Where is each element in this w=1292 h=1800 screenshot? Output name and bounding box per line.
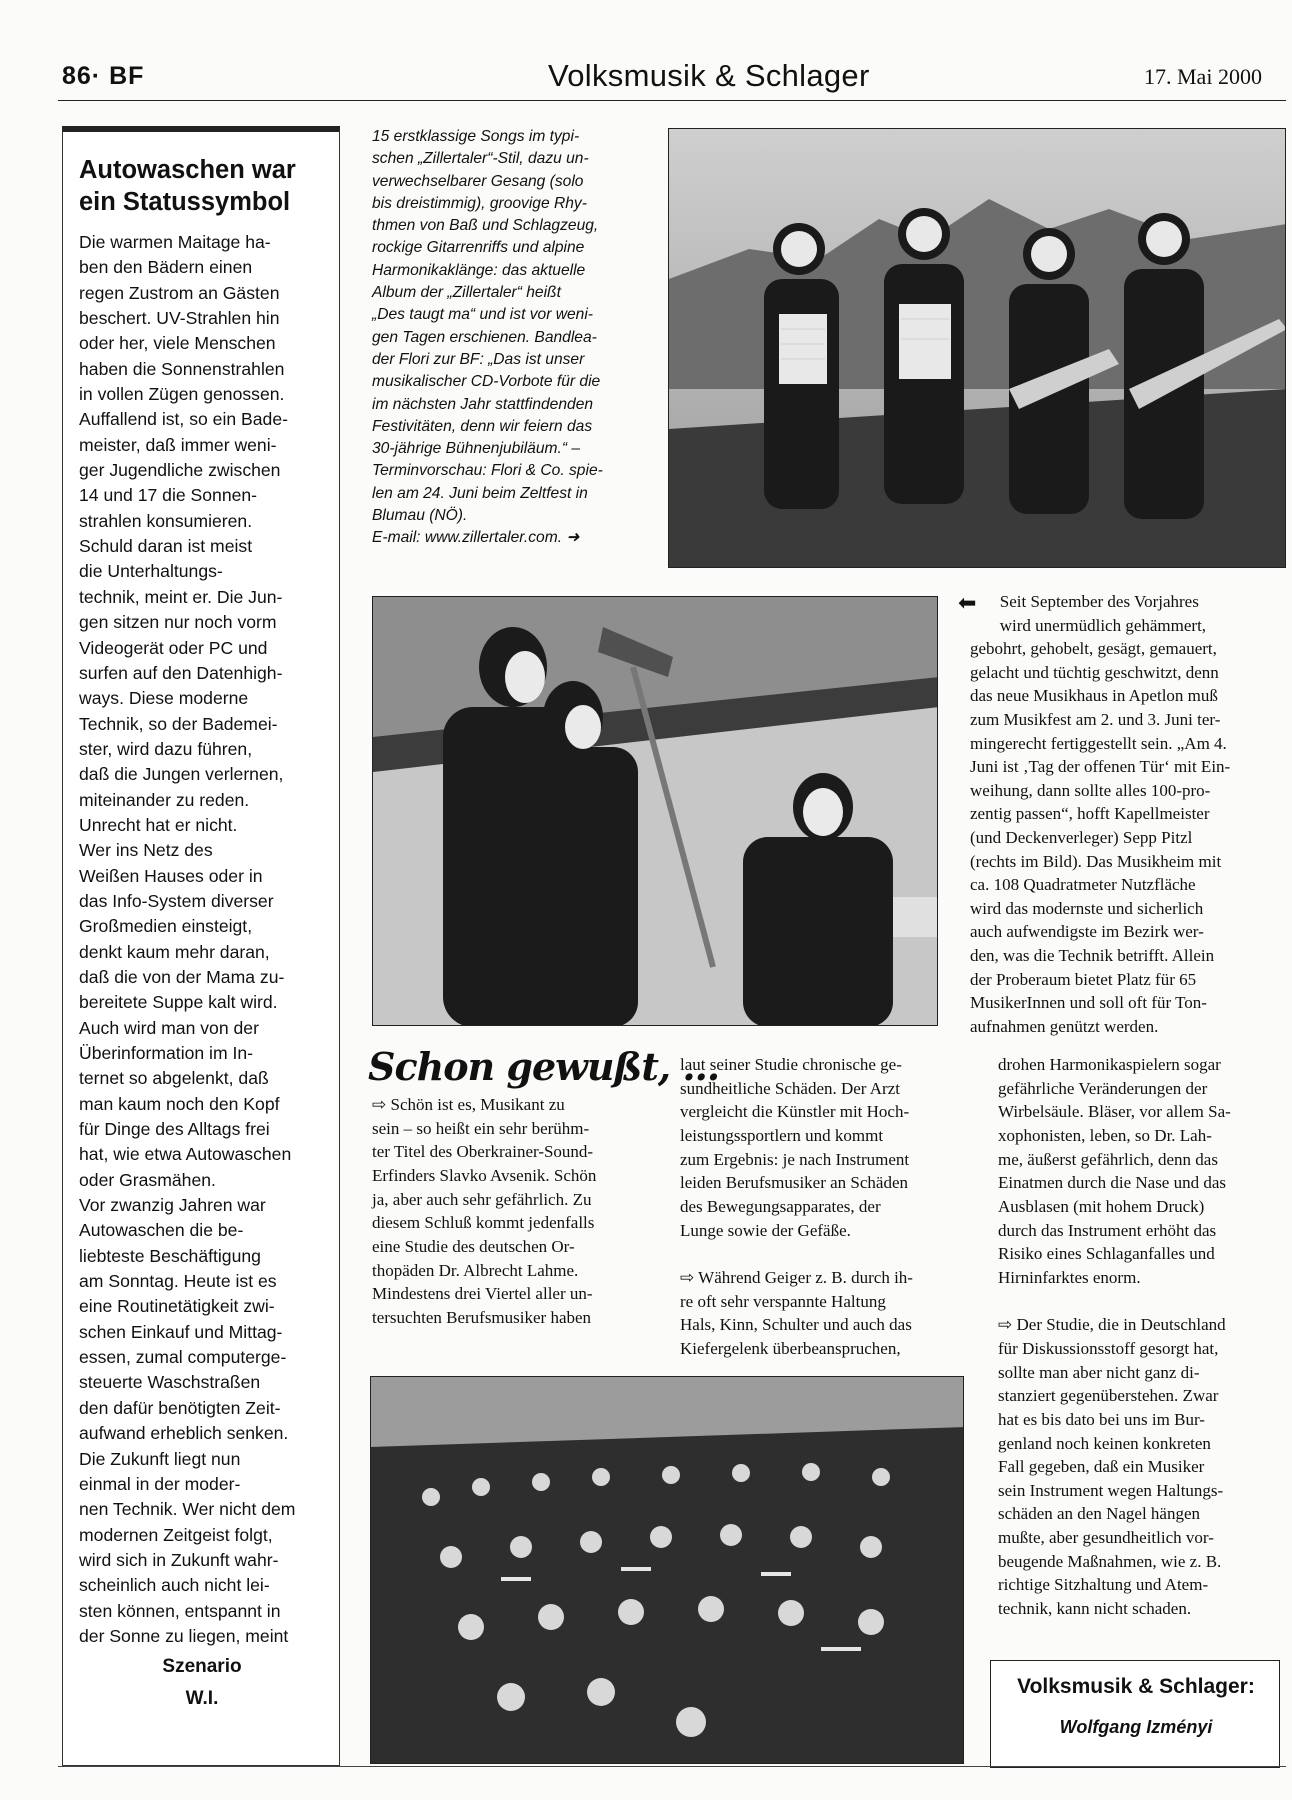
- intro-text: 15 erstklassige Songs im typi- schen „Zillertaler“-Stil, dazu un- verwechselbarer Gesang (solo bis dreistimmig), groovige Rhy- thmen von Baß und Schlagzeug, rockige Gitarrenriffs und alpine Harmonikaklänge: das aktuelle Album der „Zillertaler“ heißt „Des taugt ma“ und ist vor weni- gen Tagen erschienen. Bandlea- der Flori zur BF: „Das ist unser musikalischer CD-Vorbote für die im nächsten Jahr stattfindenden Festivitäten, denn wir feiern das 30-jährige Bühnenjubiläum.“ – Terminvorschau: Flori & Co. spie- len am 24. Juni beim Zeltfest in Blumau (NÖ). E-mail: www.zillertaler.com. ➜: [372, 128, 603, 547]
- issue-date: 17. Mai 2000: [1144, 64, 1262, 89]
- feature-heading: Schon gewußt, ...: [368, 1044, 720, 1089]
- arrow-left-icon: ⬅: [958, 590, 977, 615]
- band-photo: [668, 128, 1286, 568]
- feature-column-1: ⇨ Schön ist es, Musikant zu sein – so heißt ein sehr berühm- ter Titel des Oberkrainer-Sound- Erfinders Slavko Avsenik. Schön ja, aber auch sehr gefährlich. Zu diesem Schluß kommt jedenfalls eine Studie des deutschen Or- thopäden Dr. Albrecht Lahme. Mindestens drei Viertel aller un- tersuchten Berufsmusiker haben: [372, 1095, 597, 1327]
- sidebar-body: Die warmen Maitage ha- ben den Bädern einen regen Zustrom an Gästen beschert. UV-Strahlen hin oder her, viele Menschen haben die Sonnenstrahlen in vollen Zügen genossen. Auffallend ist, so ein Bade- meister, daß immer weni- ger Jugendliche zwischen 14 und 17 die Sonnen- strahlen konsumieren. Schuld daran ist meist die Unterhaltungs- technik, meint er. Die Jun- gen sitzen nur noch vorm Videogerät oder PC und surfen auf den Datenhigh- ways. Diese moderne Technik, so der Bademei- ster, wird dazu führen, daß die Jungen verlernen, miteinander zu reden. Unrecht hat er nicht. Wer ins Netz des Weißen Hauses oder in das Info-System diverser Großmedien einsteigt, denkt kaum mehr daran, daß die von der Mama zu- bereitete Suppe kalt wird. Auch wird man von der Überinformation im In- ternet so abgelenkt, daß man kaum noch den Kopf für Dinge des Alltags frei hat, wie etwa Autowaschen oder Grasmähen. Vor zwanzig Jahren war Autowaschen die be- liebteste Beschäftigung am Sonntag. Heute ist es eine Routinetätigkeit zwi- schen Einkauf und Mittag- essen, zumal computerge- steuerte Waschstraßen den dafür benötigten Zeit- aufwand erheblich senken. Die Zukunft liegt nun einmal in der moder- nen Technik. Wer nicht dem modernen Zeitgeist folgt, wird sich in Zukunft wahr- scheinlich auch nicht lei- sten können, entspannt in der Sonne zu liegen, meint: [79, 232, 296, 1646]
- sidebar-signature-line2: W.I.: [185, 1688, 219, 1709]
- credit-box: [990, 1660, 1280, 1768]
- sidebar-box: [62, 126, 340, 1766]
- credit-author: Wolfgang Izményi: [1059, 1717, 1213, 1737]
- workers-photo: [372, 596, 938, 1026]
- footer-rule: [58, 1766, 1286, 1767]
- credit-title: Volksmusik & Schlager:: [1017, 1675, 1255, 1698]
- sidebar-title: Autowaschen war ein Statussymbol: [79, 156, 296, 216]
- band-photo-image: [669, 129, 1286, 568]
- workers-caption: Seit September des Vorjahres wird unermüdlich gehämmert, gebohrt, gehobelt, gesägt, gemauert, gelacht und tüchtig geschwitzt, denn das neue Musikhaus in Apetlon muß zum Musikfest am 2. und 3. Juni ter- mingerecht fertiggestellt sein. „Am 4. Juni ist ‚Tag der offenen Tür‘ mit Ein- weihung, dann sollte alles 100-pro- zentig passen“, hofft Kapellmeister (und Deckenverleger) Sepp Pitzl (rechts im Bild). Das Musikheim mit ca. 108 Quadratmeter Nutzfläche wird das modernste und sicherlich auch aufwendigste im Bezirk wer- den, was die Technik betrifft. Allein der Proberaum bietet Platz für 65 MusikerInnen und soll oft für Ton- aufnahmen genützt werden.: [970, 592, 1231, 1036]
- orchestra-photo-image: [371, 1377, 964, 1764]
- section-title: Volksmusik & Schlager: [548, 58, 870, 93]
- feature-column-2: laut seiner Studie chronische ge- sundheitliche Schäden. Der Arzt vergleicht die Künstler mit Hoch- leistungssportlern und kommt zum Ergebnis: je nach Instrument leiden Berufsmusiker an Schäden des Bewegungsapparates, der Lunge sowie der Gefäße. ⇨ Während Geiger z. B. durch ih- re oft sehr verspannte Haltung Hals, Kinn, Schulter und auch das Kiefergelenk überbeanspruchen,: [680, 1055, 913, 1358]
- page-number: 86· BF: [62, 62, 145, 90]
- header-rule: [58, 100, 1286, 101]
- sidebar-signature-line1: Szenario: [162, 1656, 242, 1677]
- workers-photo-image: [373, 597, 938, 1026]
- feature-column-3: drohen Harmonikaspielern sogar gefährliche Veränderungen der Wirbelsäule. Bläser, vor allem Sa- xophonisten, leben, so Dr. Lah- me, äußerst gefährlich, denn das Einatmen durch die Nase und das Ausblasen (mit hohem Druck) durch das Instrument erhöht das Risiko eines Schlaganfalles und Hirninfarktes enorm. ⇨ Der Studie, die in Deutschland für Diskussionsstoff gesorgt hat, sollte man aber nicht ganz di- stanziert gegenüberstehen. Zwar hat es bis dato bei uns im Bur- genland noch keinen konkreten Fall gegeben, daß ein Musiker sein Instrument wegen Haltungs- schäden an den Nagel hängen mußte, aber gesundheitlich vor- beugende Maßnahmen, wie z. B. richtige Sitzhaltung und Atem- technik, kann nicht schaden.: [998, 1055, 1231, 1619]
- orchestra-photo: [370, 1376, 964, 1764]
